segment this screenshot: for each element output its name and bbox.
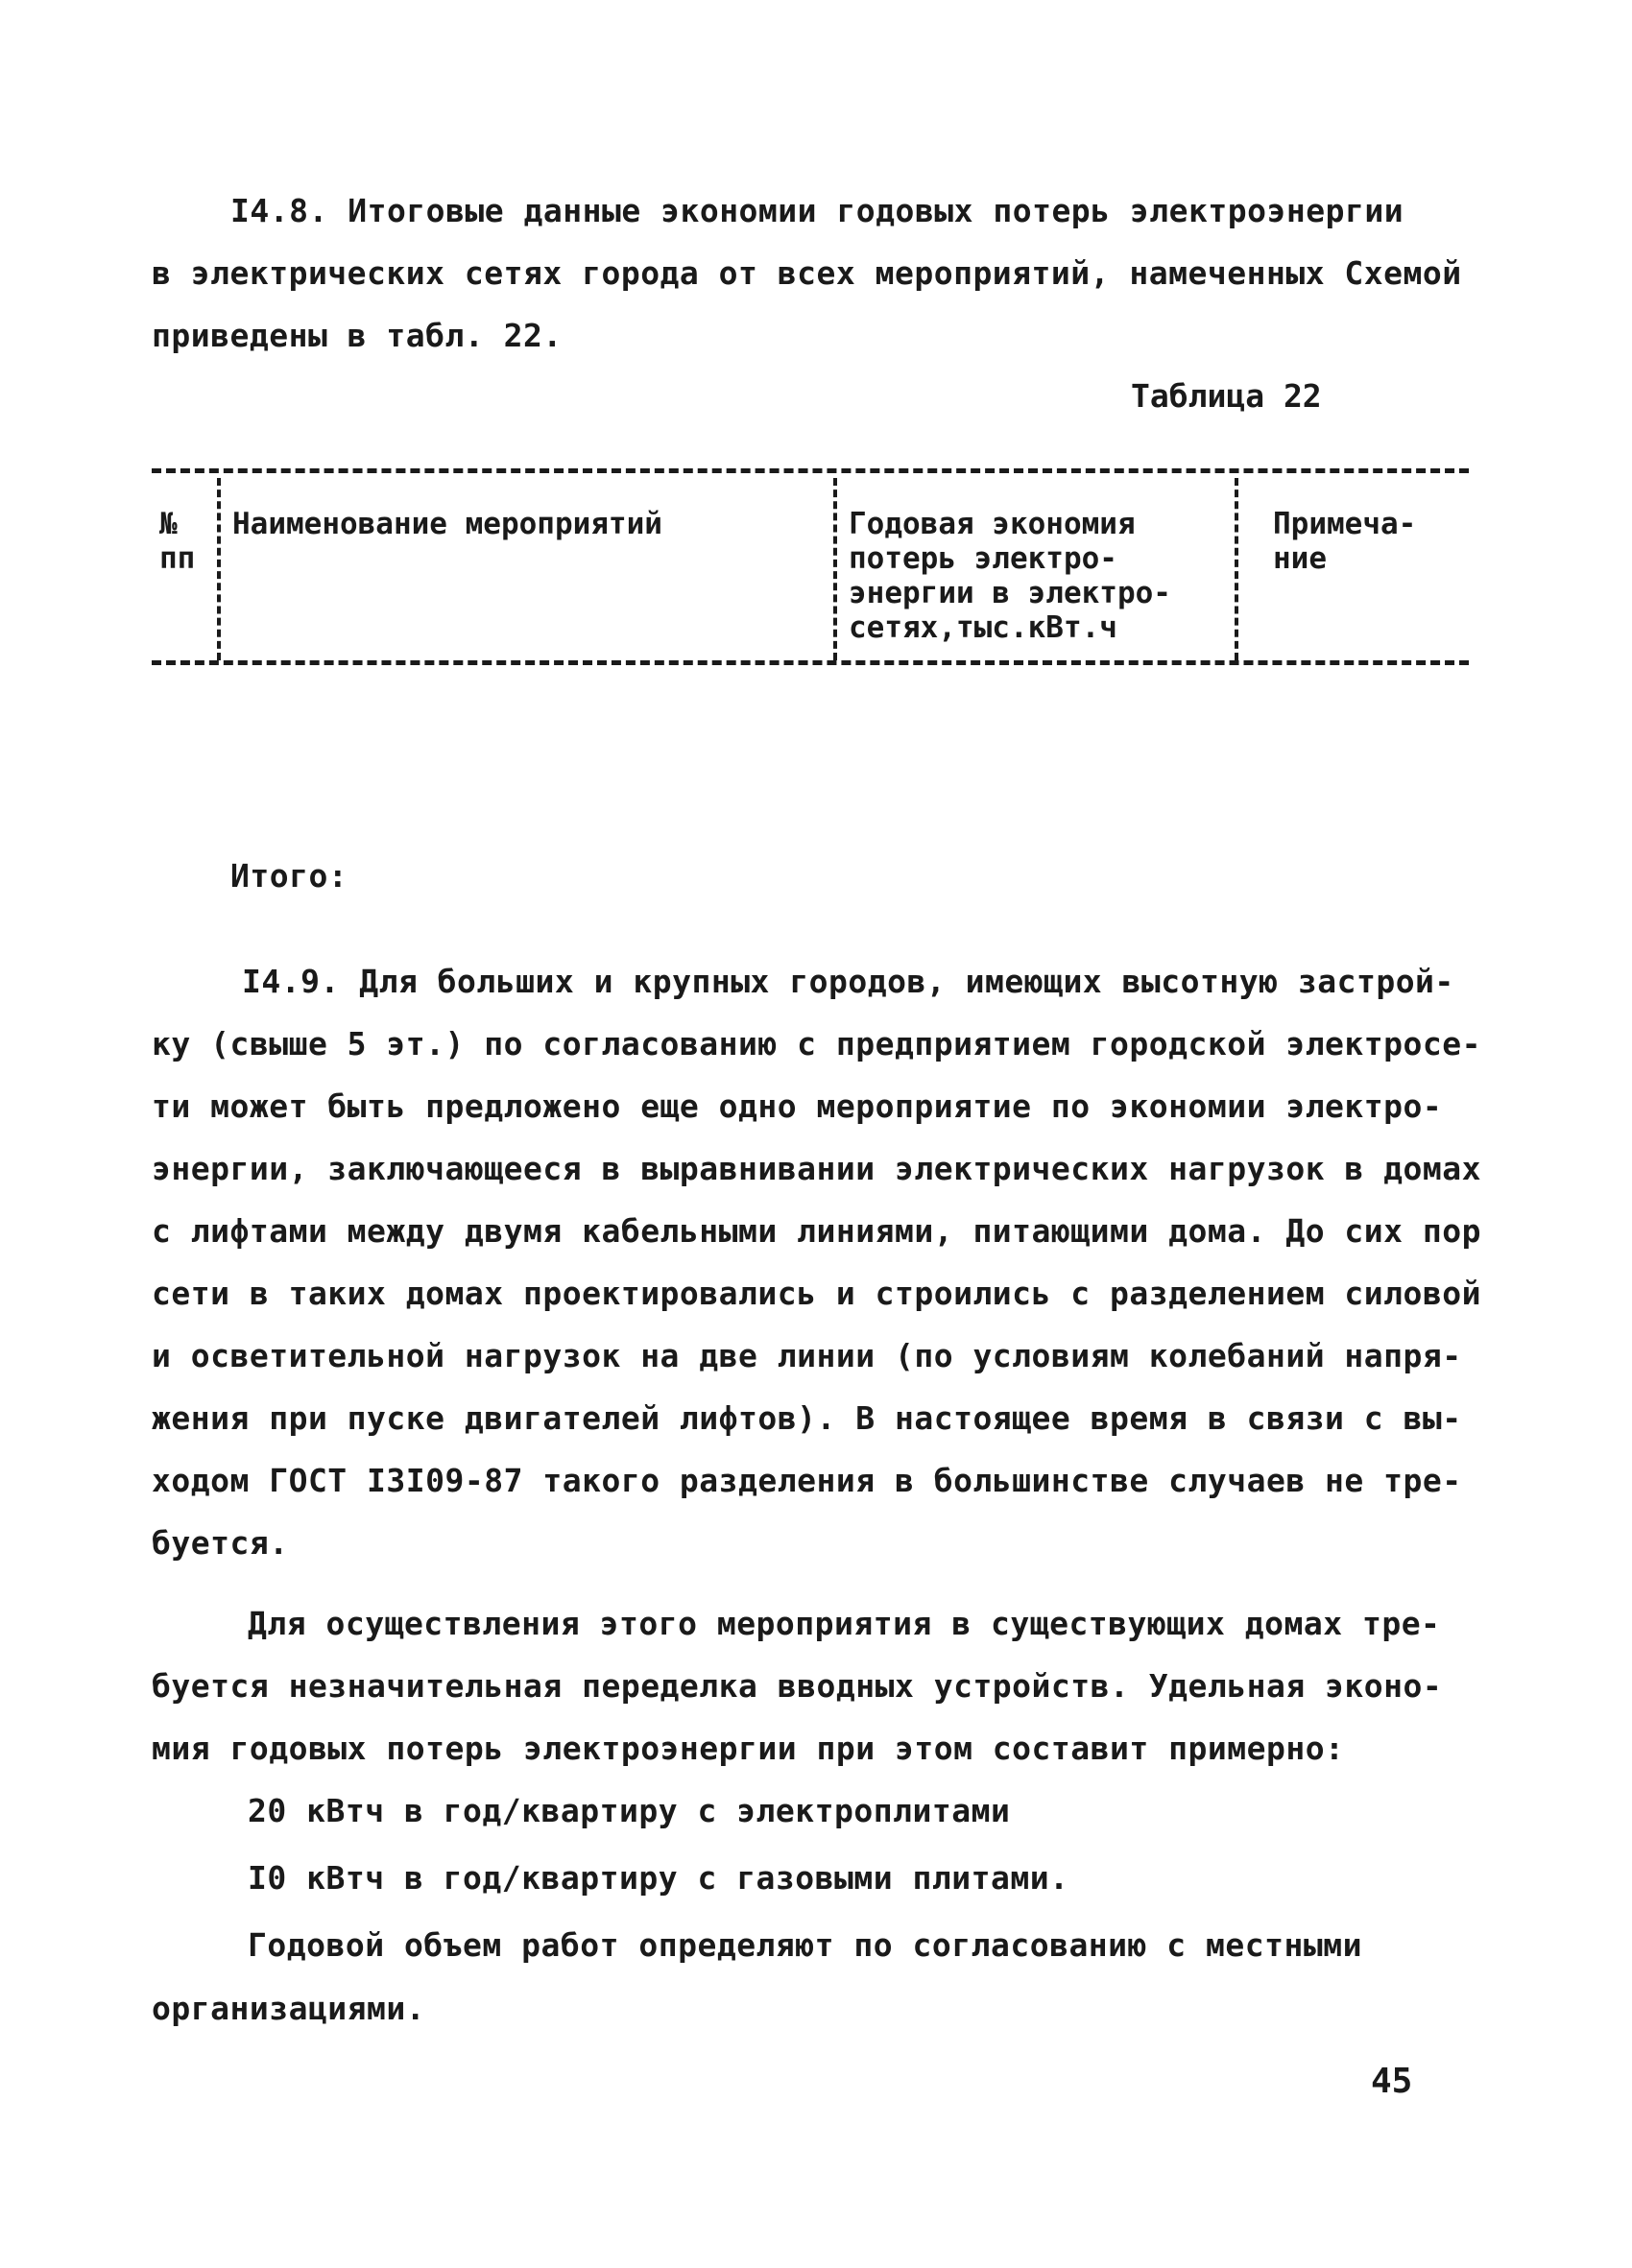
- section-14-9-line-3: ти может быть предложено еще одно мероприятие по экономии электро-: [152, 1087, 1443, 1125]
- section-14-8-line-3: приведены в табл. 22.: [152, 317, 563, 354]
- total-label: Итого:: [230, 857, 348, 895]
- table-divider-1: [217, 478, 221, 660]
- column-header-name: Наименование мероприятий: [232, 507, 662, 541]
- paragraph-2-line-4: 20 кВтч в год/квартиру с электроплитами: [248, 1792, 1011, 1829]
- paragraph-2-line-3: мия годовых потерь электроэнергии при этом составит примерно:: [152, 1730, 1345, 1767]
- paragraph-2-line-2: буется незначительная переделка вводных устройств. Удельная эконо-: [152, 1667, 1443, 1705]
- section-14-9-line-1: I4.9. Для больших и крупных городов, имеющих высотную застрой-: [242, 963, 1454, 1000]
- column-header-number: № пп: [159, 507, 196, 576]
- paragraph-2-line-1: Для осуществления этого мероприятия в существующих домах тре-: [248, 1605, 1441, 1642]
- table-caption: Таблица 22: [1131, 377, 1322, 415]
- paragraph-2-line-6: Годовой объем работ определяют по согласованию с местными: [248, 1926, 1362, 1964]
- section-14-9-line-5: с лифтами между двумя кабельными линиями, питающими дома. До сих пор: [152, 1212, 1482, 1250]
- table-top-rule: [152, 468, 1469, 473]
- table-divider-3: [1235, 478, 1238, 660]
- paragraph-2-line-7: организациями.: [152, 1990, 426, 2027]
- page-number: 45: [1371, 2062, 1413, 2101]
- table-divider-2: [833, 478, 837, 660]
- column-header-note: Примеча- ние: [1273, 507, 1417, 576]
- section-14-9-line-7: и осветительной нагрузок на две линии (по условиям колебаний напря-: [152, 1337, 1462, 1374]
- table-bottom-rule: [152, 660, 1469, 665]
- section-14-9-line-4: энергии, заключающееся в выравнивании электрических нагрузок в домах: [152, 1150, 1482, 1187]
- section-14-9-line-8: жения при пуске двигателей лифтов). В настоящее время в связи с вы-: [152, 1399, 1462, 1437]
- section-14-9-line-10: буется.: [152, 1524, 289, 1562]
- section-14-8-line-1: I4.8. Итоговые данные экономии годовых потерь электроэнергии: [230, 192, 1404, 229]
- column-header-annual-savings: Годовая экономия потерь электро- энергии в электро- сетях,тыс.кВт.ч: [849, 507, 1171, 645]
- paragraph-2-line-5: I0 кВтч в год/квартиру с газовыми плитами.: [248, 1859, 1069, 1897]
- table-22-header: [152, 468, 1469, 672]
- section-14-9-line-9: ходом ГОСТ I3I09-87 такого разделения в большинстве случаев не тре-: [152, 1462, 1462, 1499]
- section-14-9-line-6: сети в таких домах проектировались и строились с разделением силовой: [152, 1275, 1482, 1312]
- section-14-9-line-2: ку (свыше 5 эт.) по согласованию с предприятием городской электросе-: [152, 1025, 1482, 1062]
- section-14-8-line-2: в электрических сетях города от всех мероприятий, намеченных Схемой: [152, 254, 1462, 292]
